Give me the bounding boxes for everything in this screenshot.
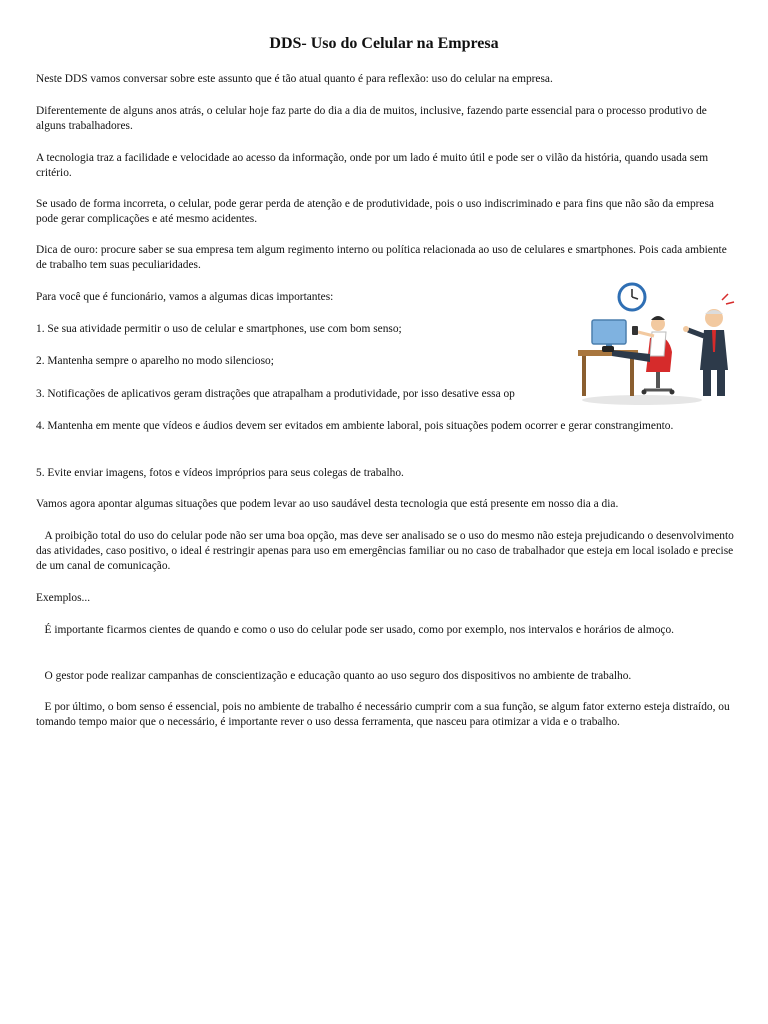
paragraph-healthy-use: Vamos agora apontar algumas situações que podem levar ao uso saudável desta tecnologia que está presente em nosso dia a dia. [36, 498, 619, 510]
document-title: DDS- Uso do Celular na Empresa [269, 35, 499, 52]
paragraph-example-1: É importante ficarmos cientes de quando e como o uso do celular pode ser usado, como por exemplo, nos intervalos e horários de almoço. [36, 624, 675, 636]
paragraph-context: Diferentemente de alguns anos atrás, o celular hoje faz parte do dia a dia de muitos, inclusive, fazendo parte essencial para o processo produtivo de alguns trabalhadores. [36, 105, 707, 132]
office-phone-distraction-illustration [572, 280, 748, 410]
phone-icon [632, 326, 638, 335]
paragraph-conclusion: E por último, o bom senso é essencial, pois no ambiente de trabalho é necessário cumprir com a sua função, se algum fator externo esteja distraído, ou tomando tempo maior que o necessário, é importante rever o uso dessa ferramenta, que nasceu para otimizar a vida e o trabalho. [36, 701, 733, 728]
anger-icon [722, 294, 734, 304]
paragraph-risks: Se usado de forma incorreta, o celular, pode gerar perda de atenção e de produtividade, pois o uso indiscriminado e para fins que não são da empresa pode gerar complicações e até mesmo acidentes. [36, 198, 714, 225]
paragraph-tip: Dica de ouro: procure saber se sua empresa tem algum regimento interno ou política relacionada ao uso de celulares e smartphones. Pois cada ambiente de trabalho tem suas peculiaridades. [36, 244, 727, 271]
paragraph-technology: A tecnologia traz a facilidade e velocidade ao acesso da informação, onde por um lado é muito útil e pode ser o vilão da história, quando usada sem critério. [36, 152, 709, 179]
boss-icon [683, 294, 734, 396]
list-item-tip-1: 1. Se sua atividade permitir o uso de celular e smartphones, use com bom senso; [36, 323, 402, 335]
paragraph-tips-intro: Para você que é funcionário, vamos a algumas dicas importantes: [36, 291, 334, 303]
list-item-tip-3: 3. Notificações de aplicativos geram distrações que atrapalham a produtividade, por isso desative essa op [36, 388, 515, 400]
monitor-icon [592, 320, 626, 350]
list-item-tip-5: 5. Evite enviar imagens, fotos e vídeos impróprios para seus colegas de trabalho. [36, 467, 404, 479]
clock-icon [619, 284, 645, 310]
list-item-tip-2: 2. Mantenha sempre o aparelho no modo silencioso; [36, 355, 274, 367]
paragraph-examples-label: Exemplos... [36, 592, 91, 604]
list-item-tip-4: 4. Mantenha em mente que vídeos e áudios devem ser evitados em ambiente laboral, pois situações podem ocorrer e gerar constrangimento. [36, 420, 674, 432]
paragraph-intro: Neste DDS vamos conversar sobre este assunto que é tão atual quanto é para reflexão: uso do celular na empresa. [36, 73, 553, 85]
paragraph-prohibition: A proibição total do uso do celular pode não ser uma boa opção, mas deve ser analisado se o uso do mesmo não esteja prejudicando o desenvolvimento das atividades, caso positivo, o ideal é restringir apenas para uso em emergências familiar ou no caso de trabalhador que esteja em local isolado e precise de um canal de comunicação. [36, 530, 737, 572]
paragraph-example-2: O gestor pode realizar campanhas de conscientização e educação quanto ao uso seguro dos dispositivos no ambiente de trabalho. [36, 670, 632, 682]
